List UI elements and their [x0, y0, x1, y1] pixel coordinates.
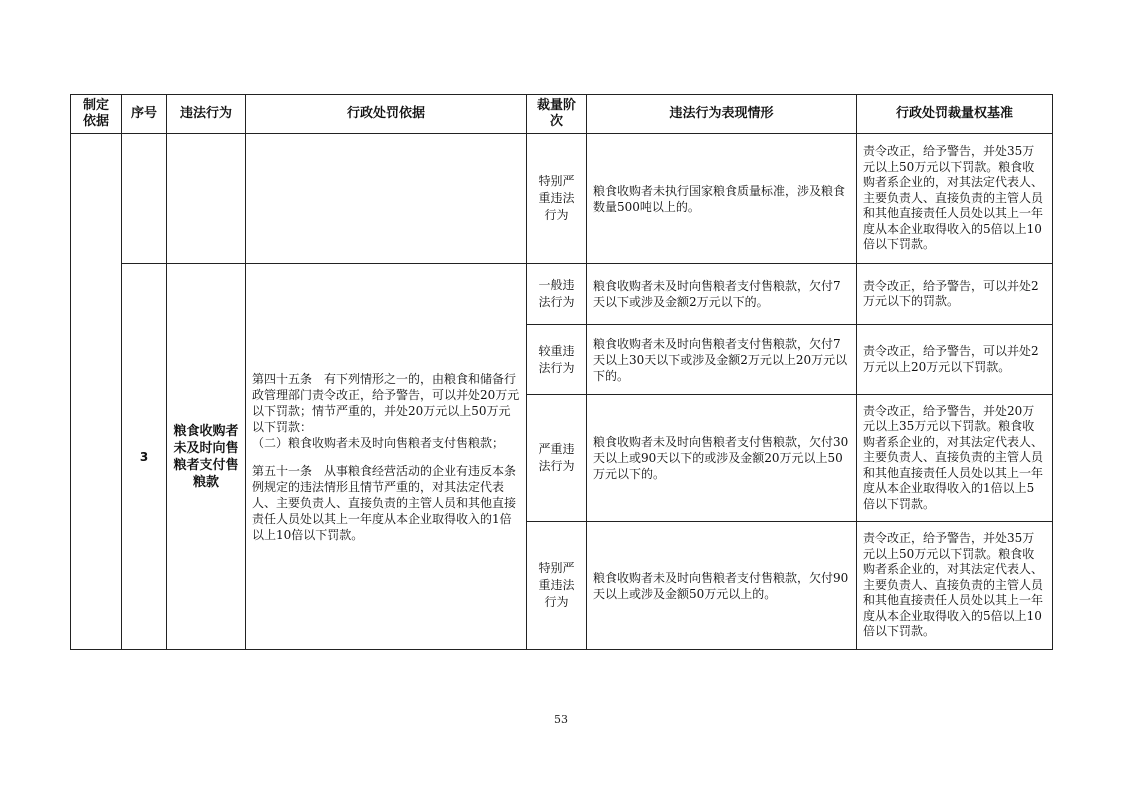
- violation-cell-empty: [167, 134, 246, 264]
- violation-cell: 粮食收购者未及时向售粮者支付售粮款: [167, 264, 246, 650]
- standard-cell: 责令改正，给予警告，并处35万元以上50万元以下罚款。粮食收购者系企业的，对其法定代表人、主要负责人、直接负责的主管人员和其他直接责任人员处以其上一年度从本企业取得收入的5倍以上10倍以下罚款。: [857, 522, 1053, 650]
- page-number: 53: [554, 713, 568, 726]
- legal-basis-cell-empty: [246, 134, 527, 264]
- standard-cell: 责令改正，给予警告，可以并处2万元以下的罚款。: [857, 264, 1053, 325]
- header-level: 裁量阶次: [527, 95, 587, 134]
- header-row: [71, 95, 1053, 134]
- level-cell: 一般违法行为: [527, 264, 587, 325]
- header-situation: 违法行为表现情形: [587, 95, 857, 134]
- situation-cell: 粮食收购者未及时向售粮者支付售粮款，欠付7天以下或涉及金额2万元以下的。: [587, 264, 857, 325]
- penalty-table: [70, 94, 1053, 650]
- header-seq: 序号: [122, 95, 167, 134]
- legal-basis-paragraph: 第五十一条 从事粮食经营活动的企业有违反本条例规定的违法情形且情节严重的，对其法定代表人、主要负责人、直接负责的主管人员和其他直接责任人员处以其上一年度从本企业取得收入的1倍以上10倍以下罚款。: [252, 463, 517, 542]
- situation-cell: 粮食收购者未及时向售粮者支付售粮款，欠付90天以上或涉及金额50万元以上的。: [587, 522, 857, 650]
- header-legal-basis: 行政处罚依据: [246, 95, 527, 134]
- legal-basis-paragraph: （二）粮食收购者未及时向售粮者支付售粮款；: [252, 435, 505, 450]
- level-cell: 严重违法行为: [527, 395, 587, 522]
- standard-cell: 责令改正，给予警告，并处35万元以上50万元以下罚款。粮食收购者系企业的，对其法定代表人、主要负责人、直接负责的主管人员和其他直接责任人员处以其上一年度从本企业取得收入的5倍以上10倍以下罚款。: [857, 134, 1053, 264]
- legal-basis-cell: [246, 264, 527, 650]
- standard-cell: 责令改正，给予警告，可以并处2万元以上20万元以下罚款。: [857, 325, 1053, 395]
- seq-cell: 3: [122, 264, 167, 650]
- paragraph-spacer: [252, 451, 520, 463]
- basis-cell: [71, 134, 122, 650]
- level-cell: 特别严重违法行为: [527, 134, 587, 264]
- header-standard: 行政处罚裁量权基准: [857, 95, 1053, 134]
- standard-cell: 责令改正，给予警告，并处20万元以上35万元以下罚款。粮食收购者系企业的，对其法定代表人、主要负责人、直接负责的主管人员和其他直接责任人员处以其上一年度从本企业取得收入的1倍以上5倍以下罚款。: [857, 395, 1053, 522]
- legal-basis-paragraph: 第四十五条 有下列情形之一的，由粮食和储备行政管理部门责令改正，给予警告，可以并处20万元以下罚款；情节严重的，并处20万元以上50万元以下罚款：: [252, 371, 520, 434]
- situation-cell: 粮食收购者未执行国家粮食质量标准，涉及粮食数量500吨以上的。: [587, 134, 857, 264]
- situation-cell: 粮食收购者未及时向售粮者支付售粮款，欠付30天以上或90天以下的或涉及金额20万元以上50万元以下的。: [587, 395, 857, 522]
- level-cell: 特别严重违法行为: [527, 522, 587, 650]
- header-basis: 制定依据: [71, 95, 122, 134]
- header-violation: 违法行为: [167, 95, 246, 134]
- seq-cell-empty: [122, 134, 167, 264]
- table-row: [71, 134, 1053, 264]
- table-row: [71, 264, 1053, 325]
- level-cell: 较重违法行为: [527, 325, 587, 395]
- situation-cell: 粮食收购者未及时向售粮者支付售粮款，欠付7天以上30天以下或涉及金额2万元以上20万元以下的。: [587, 325, 857, 395]
